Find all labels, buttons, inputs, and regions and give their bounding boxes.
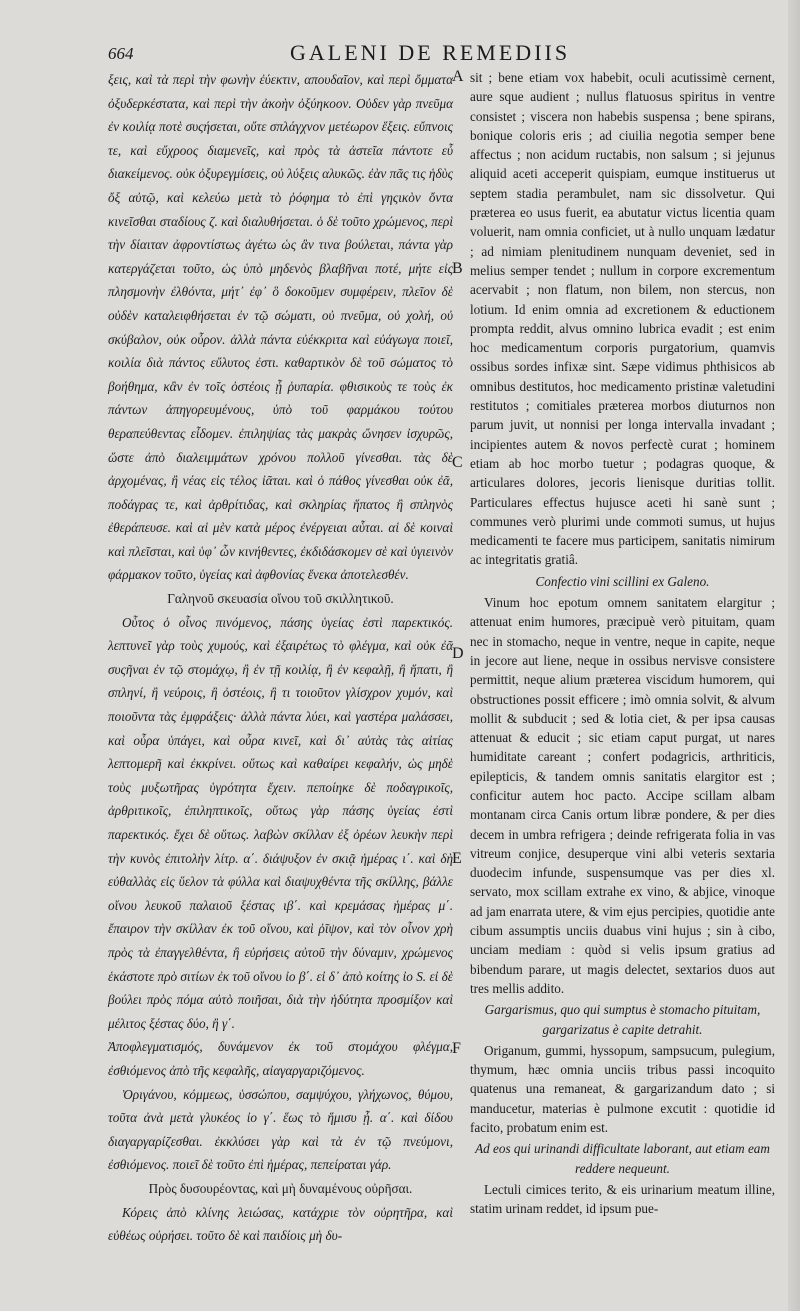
greek-section-heading: Πρὸς δυσουρέοντας, καὶ μὴ δυναμένους οὐρῆσαι. [148, 1180, 413, 1196]
greek-section-heading: Γαληνοῦ σκευασία οἴνου τοῦ σκιλλητικοῦ. [167, 591, 394, 607]
margin-letter-column [448, 0, 472, 1311]
margin-letter-d: D [452, 645, 464, 662]
greek-section-heading: Ἀποφλεγματισμός, δυνάμενον ἐκ τοῦ στομάχου φλέγμα, ἐσθιόμενος ἀπὸ τῆς κεφαλῆς, αἰαγαργαριζόμενος. [108, 1039, 453, 1078]
margin-letter-a: A [452, 68, 464, 85]
latin-paragraph: Lectuli cimices terito, & eis urinarium meatum illine, statim urinam reddet, id ipsum pue- [470, 1181, 775, 1217]
latin-column [470, 68, 775, 1219]
margin-letter-f: F [452, 1040, 461, 1057]
page-number: 664 [108, 44, 134, 63]
latin-paragraph: Origanum, gummi, hyssopum, sampsucum, pulegium, thymum, hæc omnia unciis tribus passi incoquito quatenus una remaneat, & gargarizandum dato ; si manducetur, materias è pulmone excutit : quotidie id facito, probatum enim est. [470, 1042, 775, 1136]
latin-section-heading: Ad eos qui urinandi difficultate laborant, aut etiam eam reddere nequeunt. [475, 1141, 770, 1176]
latin-paragraph: Vinum hoc epotum omnem sanitatem elargitur ; attenuat enim humores, præcipuè verò pituitam, quam nec in stomacho, neque in ventre, neque in capite, neque in jecore aut liene, neque in ossibus nervisve consistere permittit, neque alium præterea viscidum humorem, qui obstructiones possit efficere ; imò omnia solvit, & alvum mollit & subducit ; sed & lotia ciet, & per ipsa causas attenuat & educit ; sic etiam caput purgat, ut nares humiditate careant ; confert podagricis, arthriticis, epilepticis, & tandem omnis sanitatis elargitor est ; conficitur autem hoc pacto. Accipe scillam albam montanam circa Canis ortum libræ pondere, & per dies decem in umbra refrigera ; deinde refrigerata folia in vas vitreum conjice, desuperque vini albi veteris sextaria duodecim infunde, suspensumque vas per dies xl. servato, mox scillam extrahe ex vino, & abjice, vinoque ad jam enarrata utere, & vim ejus percipies, quotidie ante cibum assumptis unciis duabus vini hujus ; sin à cibo, unciam mediam : quòd si velis ipsum gratius ad bibendum parare, ut magis delectet, sextarios duos aut tres mellis addito. [470, 595, 775, 996]
greek-paragraph: Κόρεις ἀπὸ κλίνης λειώσας, κατάχριε τὸν οὐρητῆρα, καὶ εὐθέως οὐρήσει. τοῦτο δὲ καὶ παιδίοις μὴ δυ- [108, 1204, 453, 1244]
margin-letter-e: E [452, 850, 462, 867]
greek-paragraph: Ὀριγάνου, κόμμεως, ὑσσώπου, σαμψύχου, γλήχωνος, θύμου, τοῦτα ἀνὰ μετὰ γλυκέος ἰο γ΄. ἕως τὸ ἥμισυ ᾖ. α΄. καὶ δίδου διαγαργαρίζεσθαι. ἐκκλύσει γὰρ καὶ τὰ ἐν τῷ πνεύμονι, ἐσθιόμενος. ποιεῖ δὲ τοῦτο ἐπὶ ἡμέρας, πεπείραται γάρ. [108, 1086, 453, 1173]
greek-paragraph: Οὗτος ὁ οἶνος πινόμενος, πάσης ὑγείας ἐστὶ παρεκτικός. λεπτυνεῖ γὰρ τοὺς χυμούς, καὶ ἐξαιρέτως τὸ φλέγμα, καὶ οὐκ ἐᾶ συςῆναι ἐν τῷ στομάχῳ, ἢ ἐν τῇ κοιλίᾳ, ἢ ἐν κεφαλῇ, ἢ ἥπατι, ἢ σπληνί, ἢ νεύροις, ἢ ὀστέοις, ἢ τι τοιοῦτον γλίσχρον χυμόν, καὶ ποιοῦντα τὰς ἐμφράξεις· ἀλλὰ πάντα λύει, καὶ γαστέρα μαλάσσει, καὶ οὖρα ὑπάγει, καὶ οὖρα κινεῖ, καὶ δι᾽ αὐτὰς τὰς αἰτίας λεπτομερῆ καὶ ἐκκρίνει. οὕτως καὶ καθαίρει κεφαλήν, ὡς μηδὲ τοὺς μυξωτῆρας ὑγρότητα ἔχειν. πεποίηκε δὲ ποδαγρικοῖς, ἀρθριτικοῖς, ἐπιληπτικοῖς, οὕτως γὰρ πάσης ὑγείας ἐστὶ παρεκτικός. ἔχει δὲ οὕτως. λαβὼν σκίλλαν ἐξ ὀρέων λευκὴν περὶ τὴν κυνὸς ἐπιτολὴν λίτρ. α΄. διάψυξον ἐν σκιᾷ ἡμέρας ι΄. καὶ δὴ εὐθαλλὰς εἰς ὕελον τὰ φύλλα καὶ διαψυχθέντα τῆς σκίλλης, βάλλε οἴνου λευκοῦ παλαιοῦ ξέστας ιβ΄. καὶ κρεμάσας ἡμέρας μ΄. ἔπαιρον τὴν σκίλλαν ἐκ τοῦ οἴνου, καὶ ῥῖψον, καὶ τὸν οἶνον χρὴ πρὸς τὰ ἐπαγγελθέντα, ἢ εὐρήσεις αὐτοῦ τὴν δύναμιν, χρώμενος ἑκάστοτε πρὸ σιτίων ἐκ τοῦ οἴνου ἰο β΄. εἰ δ᾽ ἀπὸ κοίτης ἰο S. εἰ δὲ βούλει πρὸς πόμα αὐτὸ ποιῆσαι, διὰ τὴν ἡδύτητα προσμίξον καὶ μέλιτος ξέστας δύο, ἢ γ΄. [108, 614, 453, 1031]
page-edge-shadow [788, 0, 800, 1311]
page-header [0, 40, 800, 66]
running-title: GALENI DE REMEDIIS [290, 40, 571, 65]
margin-letter-b: B [452, 260, 463, 277]
margin-letter-c: C [452, 454, 463, 471]
latin-paragraph: sit ; bene etiam vox habebit, oculi acutissimè cernent, aure sque audient ; nullus flatuosus spiritus in ventre consistet ; viscera non habebis suspensa ; bene spirans, bonique coloris eris ; ad ciuilia negotia semper bene affectus ; non acidum ructabis, non salsum ; si jejunus aliquid aceti acceperit quispiam, eumque instituerus ut septem stadia perambulet, nam sic dissolvetur. Qui præterea eo usus fuerit, ea abutatur victus licentia quam voluerit, nam omnia conficiet, ut à nullo unquam lædatur ; ad nimiam plenitudinem nunquam deveniet, sed in melius semper tendet ; nullum in corpore excrementum acervabit ; non flatum, non bilem, non stercus, non lotium. Id enim omnia ad excretionem & eductionem prompta reddit, alvus omnino lubrica evadit ; est enim hoc medicamentum corporis purgatorium, quamvis ossibus sordes infixæ sint. Sæpe vidimus phthisicos ab omnibus destitutos, hoc medicamento pristinæ valetudini restitutos ; comitiales præterea morbos diuturnos non parum juvit, ut nonnisi per longa intervalla invadant ; incipientes autem & novos perfectè curat ; hominem etiam ab hoc morbo tuetur ; podagras quoque, & articulares dolores, jecoris lienisque duritias tollit. Particulares effectus hujusce aceti hi sanè sunt ; communes verò plurimi unde commoti sumus, ut hujus medicamenti te facere mus participem, sanitatis nimirum ac integritatis gratiâ. [470, 70, 775, 568]
greek-paragraph: ξεις, καὶ τὰ περὶ τὴν φωνὴν ἐύεκτιν, απουδαῖον, καὶ περὶ ὄμματα ὀξυδερκέστατα, καὶ περὶ τὴν ἀκοὴν ὀξύηκοον. Οὐδεν γὰρ πνεῦμα ἐν κοιλίᾳ ποτὲ συςήσεται, οὔτε σπλάγχνον μετέωρον ἕξεις. εὔπνοις τε, καὶ εὔχροος διαμενεῖς, καὶ πρὸς τὰ ἀστεῖα πάντοτε εὖ διακείμενος. οὐκ ὀξυρεγμίσεις, οὐ λύξεις αλυκῶς. ἐὰν πᾶς τις ἡδὺς ὄξ αὐτῷ, καὶ κελεύω μετὰ τὸ ῥόφημα τὸ ἐπὶ γηςικὸν ὄντα κινεῖσθαι σταδίους ζ. καὶ διαλυθήσεται. ὁ δὲ τοῦτο χρώμενος, περὶ τὴν δίαιταν ἀφροντίστως ἀγέτω ὡς ἂν τινα βούλεται, πάντα γὰρ κατεργάζεται τοῦτο, ὡς ὑπὸ μηδενὸς βλαβῆναι ποτέ, μήτε εἰς πλησμονὴν ἐλθόντα, μήτ᾽ ἐφ᾽ ὃ δοκοῦμεν συμφέρειν, πλεῖον δὲ οὐδὲν καταλειφθήσεται ἐν τῷ σώματι, οὐ πνεῦμα, οὐ χολή, οὐ σκύβαλον, οὐκ οὖρον. ἀλλὰ πάντα εὐέκκριτα καὶ εὐάγωγα ποιεῖ, κοιλία διὰ πάντος εὔλυτος ἐστι. καθαρτικὸν δὲ τοῦ σώματος τὸ βοήθημα, κἂν ἐν τοῖς ὀστέοις ᾖ ῥυπαρία. φθισικοὺς τε τοὺς ἐκ πάντων ἀπηγορευμένους, ὑπὸ τοῦ φαρμάκου τούτου θεραπεύθεντας εἶδομεν. ἐπιληψίας τὰς μακρὰς ὤνησεν ἰσχυρῶς, ὥστε ἀπὸ διαλειμμάτων χρόνου πολλοῦ γίνεσθαι. τὰς δὲ ἀρχομένας, ἢ νέας εἰς τέλος ἰᾶται. καὶ ὁ πάθος γίνεσθαι οὐκ ἐᾶ, ποδάγρας τε, καὶ ἀρθρίτιδας, καὶ σκληρίας ἥπατος ἢ σπληνὸς ἐθεράπευσε. καὶ αἱ μὲν κατὰ μέρος ἐνέργειαι αὗται. αἱ δὲ κοιναὶ καὶ πλεῖσται, καὶ ὑφ᾽ ὧν κινήθεντες, ἐκδιδάσκομεν σὲ καὶ ὑγιεινὸν φάρμακον τοῦτο, ὑγείας καὶ ἀφθονίας ἕνεκα ἀποτελεσθέν. [108, 72, 453, 583]
latin-section-heading: Gargarismus, quo qui sumptus è stomacho pituitam, gargarizatus è capite detrahit. [484, 1002, 761, 1037]
greek-column [108, 68, 453, 1248]
latin-section-heading: Confectio vini scillini ex Galeno. [535, 573, 710, 589]
